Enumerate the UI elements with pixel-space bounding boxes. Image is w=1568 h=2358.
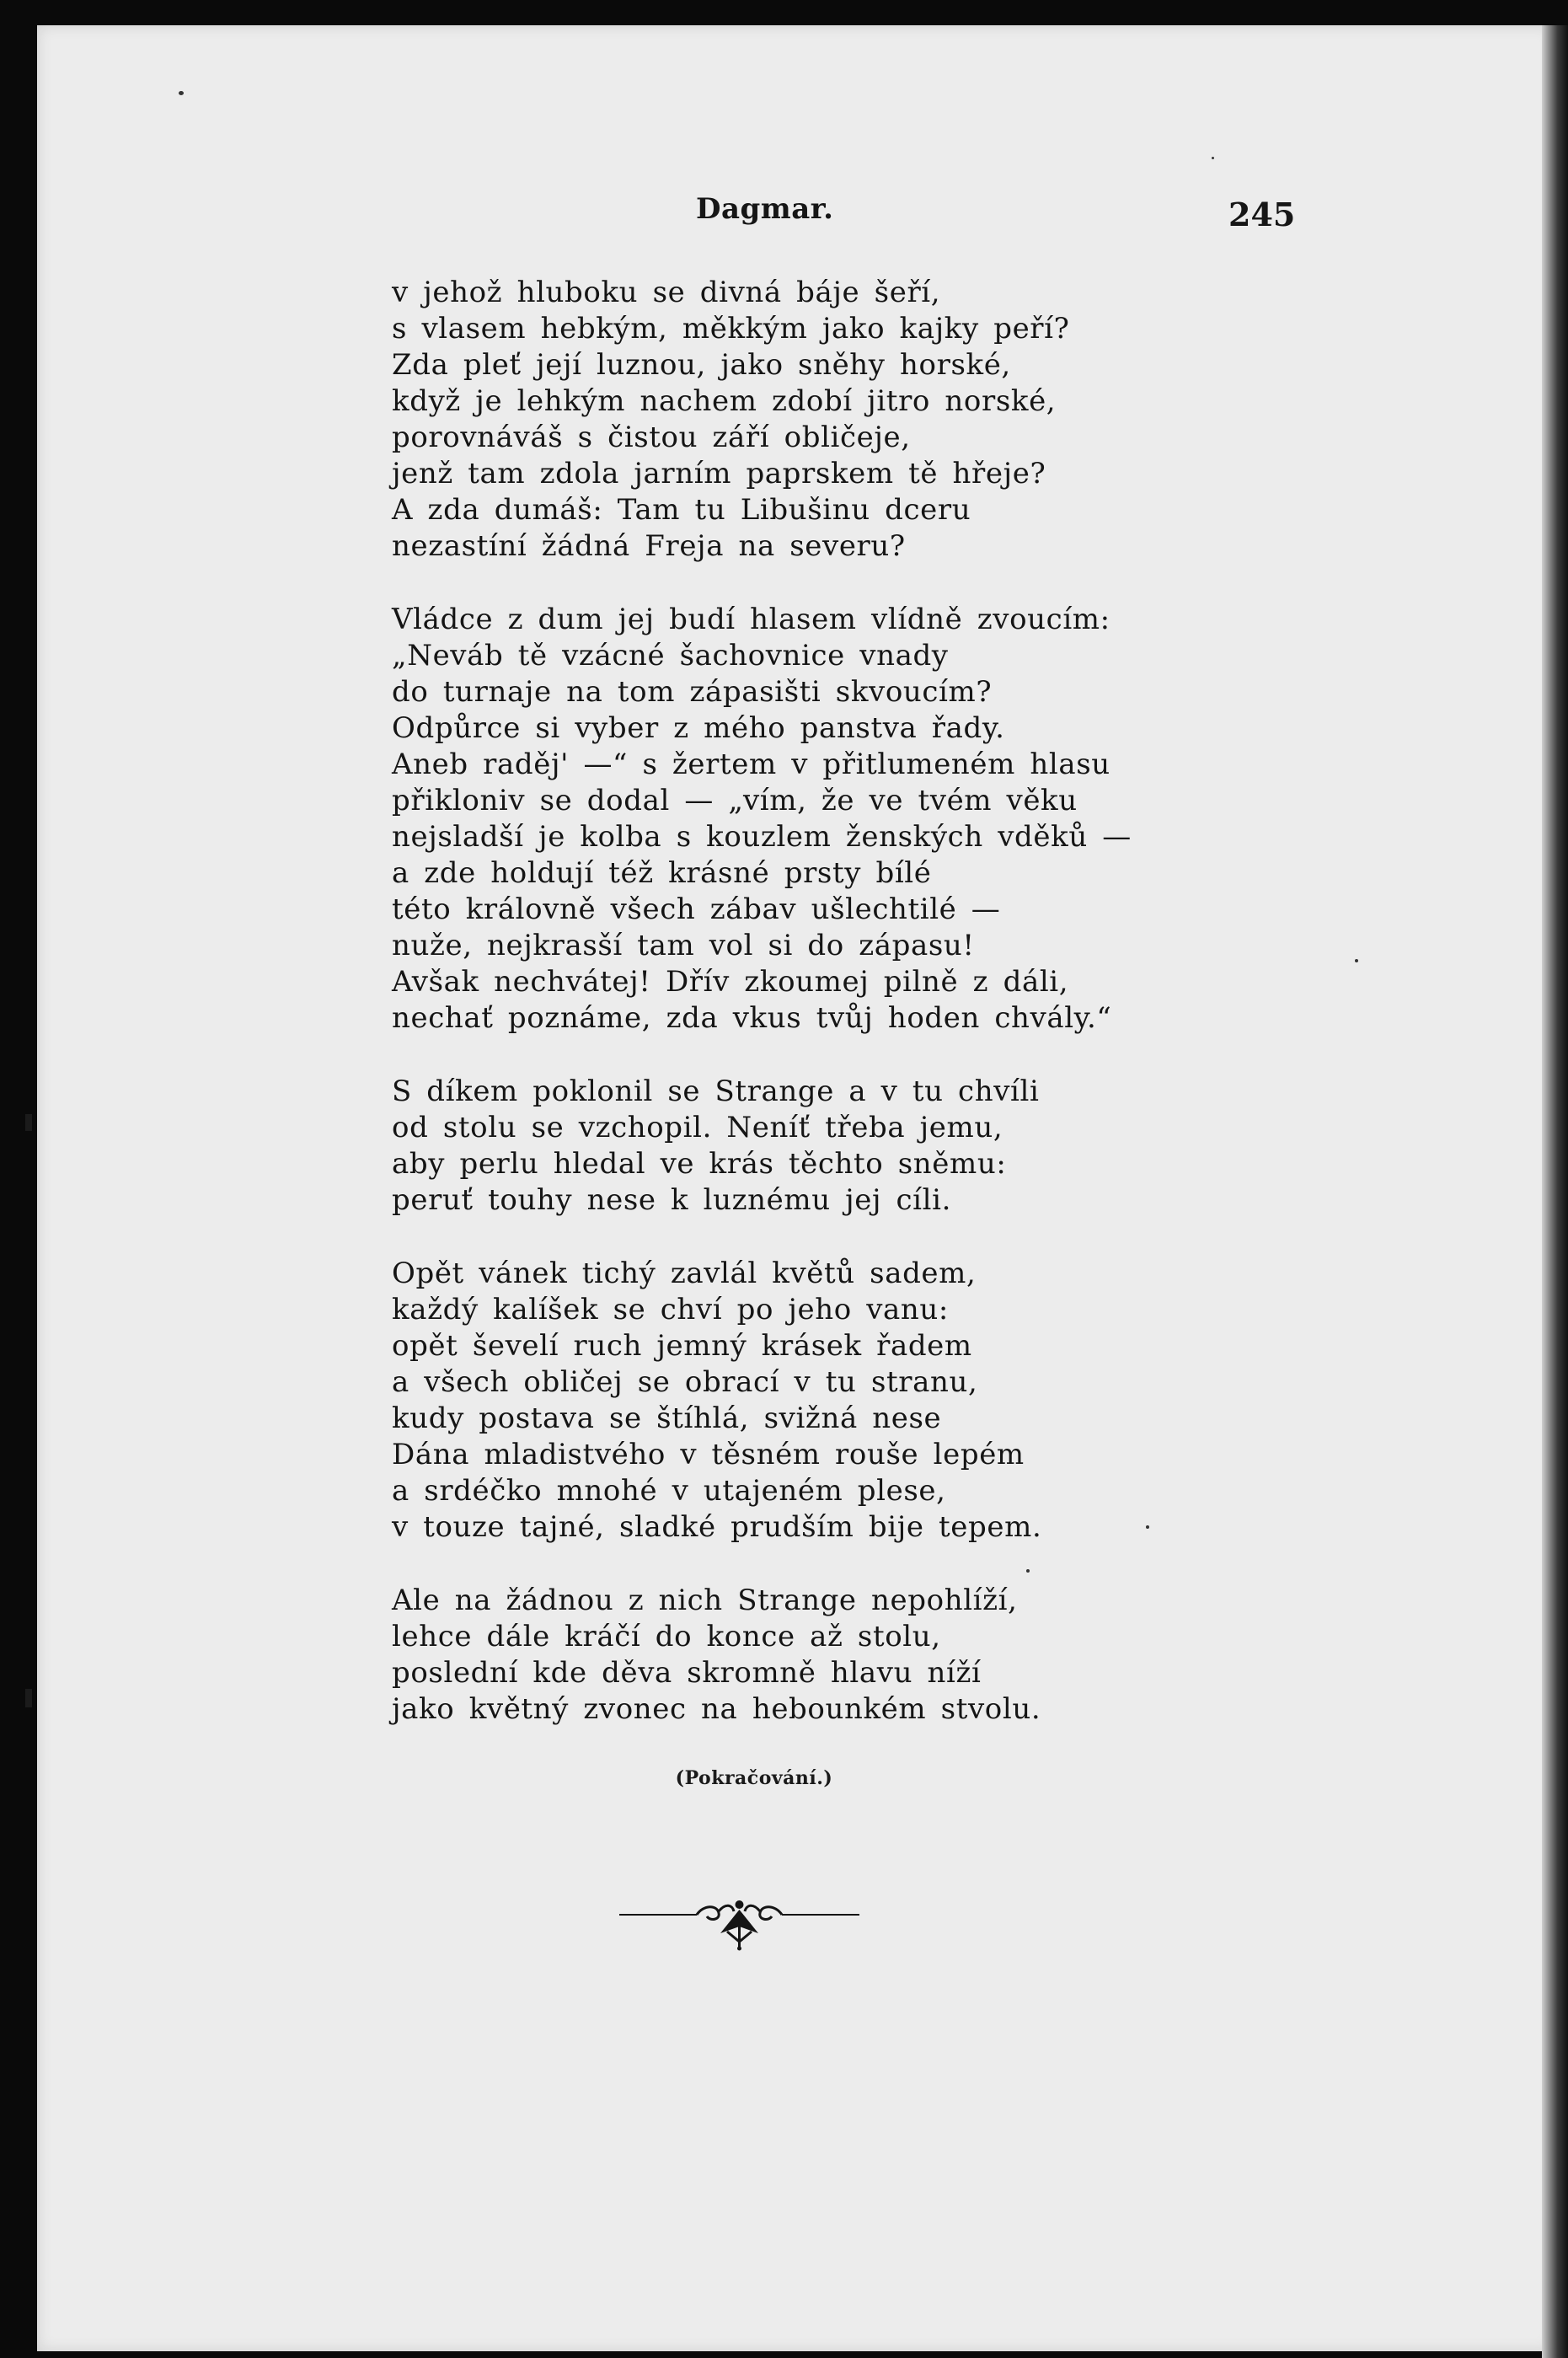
verse-line: a srdéčko mnohé v utajeném plese,: [392, 1474, 946, 1508]
verse-line: jenž tam zdola jarním paprskem tě hřeje?: [392, 457, 1046, 490]
verse-line: Avšak nechvátej! Dřív zkoumej pilně z dáli,: [392, 965, 1069, 999]
verse-line: Zda pleť její luznou, jako sněhy horské,: [392, 348, 1011, 382]
verse-line: peruť touhy nese k luznému jej cíli.: [392, 1183, 951, 1217]
page-edge-shadow: [1542, 25, 1568, 2358]
scan-speck: [1212, 157, 1214, 159]
stanza: [392, 1256, 1487, 1546]
verse-line: nechať poznáme, zda vkus tvůj hoden chvály.“: [392, 1001, 1112, 1035]
verse-line: „Neváb tě vzácné šachovnice vnady: [392, 639, 949, 673]
verse-line: do turnaje na tom zápasišti skvoucím?: [392, 675, 993, 709]
verse-line: Ale na žádnou z nich Strange nepohlíží,: [392, 1584, 1018, 1617]
verse-line: kudy postava se štíhlá, svižná nese: [392, 1401, 942, 1435]
verse-line: každý kalíšek se chví po jeho vanu:: [392, 1293, 949, 1326]
margin-mark: [25, 1114, 32, 1131]
verse-line: přikloniv se dodal — „vím, že ve tvém věku: [392, 784, 1078, 817]
verse-line: Vládce z dum jej budí hlasem vlídně zvoucím:: [392, 603, 1110, 636]
verse-line: s vlasem hebkým, měkkým jako kajky peří?: [392, 312, 1070, 346]
verse-line: když je lehkým nachem zdobí jitro norské,: [392, 384, 1057, 418]
poem-text: [392, 275, 1487, 1765]
stanza: [392, 1074, 1487, 1219]
verse-line: Odpůrce si vyber z mého panstva řady.: [392, 711, 1005, 745]
scan-speck: [179, 91, 184, 95]
verse-line: jako květný zvonec na hebounkém stvolu.: [392, 1692, 1041, 1726]
verse-line: lehce dále kráčí do konce až stolu,: [392, 1620, 941, 1653]
verse-line: a zde holdují též krásné prsty bílé: [392, 856, 932, 890]
verse-line: a všech obličej se obrací v tu stranu,: [392, 1365, 978, 1399]
verse-line: nuže, nejkrasší tam vol si do zápasu!: [392, 929, 975, 962]
verse-line: nejsladší je kolba s kouzlem ženských vděků —: [392, 820, 1132, 854]
fleuron-ornament-icon: [619, 1893, 859, 1952]
verse-line: Opět vánek tichý zavlál květů sadem,: [392, 1257, 977, 1290]
verse-line: Dána mladistvého v těsném rouše lepém: [392, 1438, 1025, 1471]
running-header: [0, 192, 1568, 243]
running-title: Dagmar.: [696, 192, 834, 226]
verse-line: aby perlu hledal ve krás těchto sněmu:: [392, 1147, 1007, 1181]
verse-line: v jehož hluboku se divná báje šeří,: [392, 276, 941, 309]
verse-line: Aneb raděj' —“ s žertem v přitlumeném hlasu: [392, 748, 1110, 781]
verse-line: nezastíní žádná Freja na severu?: [392, 529, 906, 563]
verse-line: v touze tajné, sladké prudším bije tepem.: [392, 1510, 1042, 1544]
verse-line: A zda dumáš: Tam tu Libušinu dceru: [392, 493, 971, 527]
margin-mark: [25, 1689, 32, 1707]
verse-line: opět ševelí ruch jemný krásek řadem: [392, 1329, 972, 1363]
stanza: [392, 1583, 1487, 1728]
verse-line: S díkem poklonil se Strange a v tu chvíli: [392, 1074, 1040, 1108]
continuation-note: (Pokračování.): [675, 1767, 833, 1789]
verse-line: od stolu se vzchopil. Neníť třeba jemu,: [392, 1111, 1003, 1144]
verse-line: porovnáváš s čistou září obličeje,: [392, 421, 911, 454]
stanza: [392, 275, 1487, 565]
verse-line: této královně všech zábav ušlechtilé —: [392, 892, 1001, 926]
verse-line: poslední kde děva skromně hlavu níží: [392, 1656, 982, 1690]
page-number: 245: [1228, 196, 1296, 233]
stanza: [392, 602, 1487, 1037]
